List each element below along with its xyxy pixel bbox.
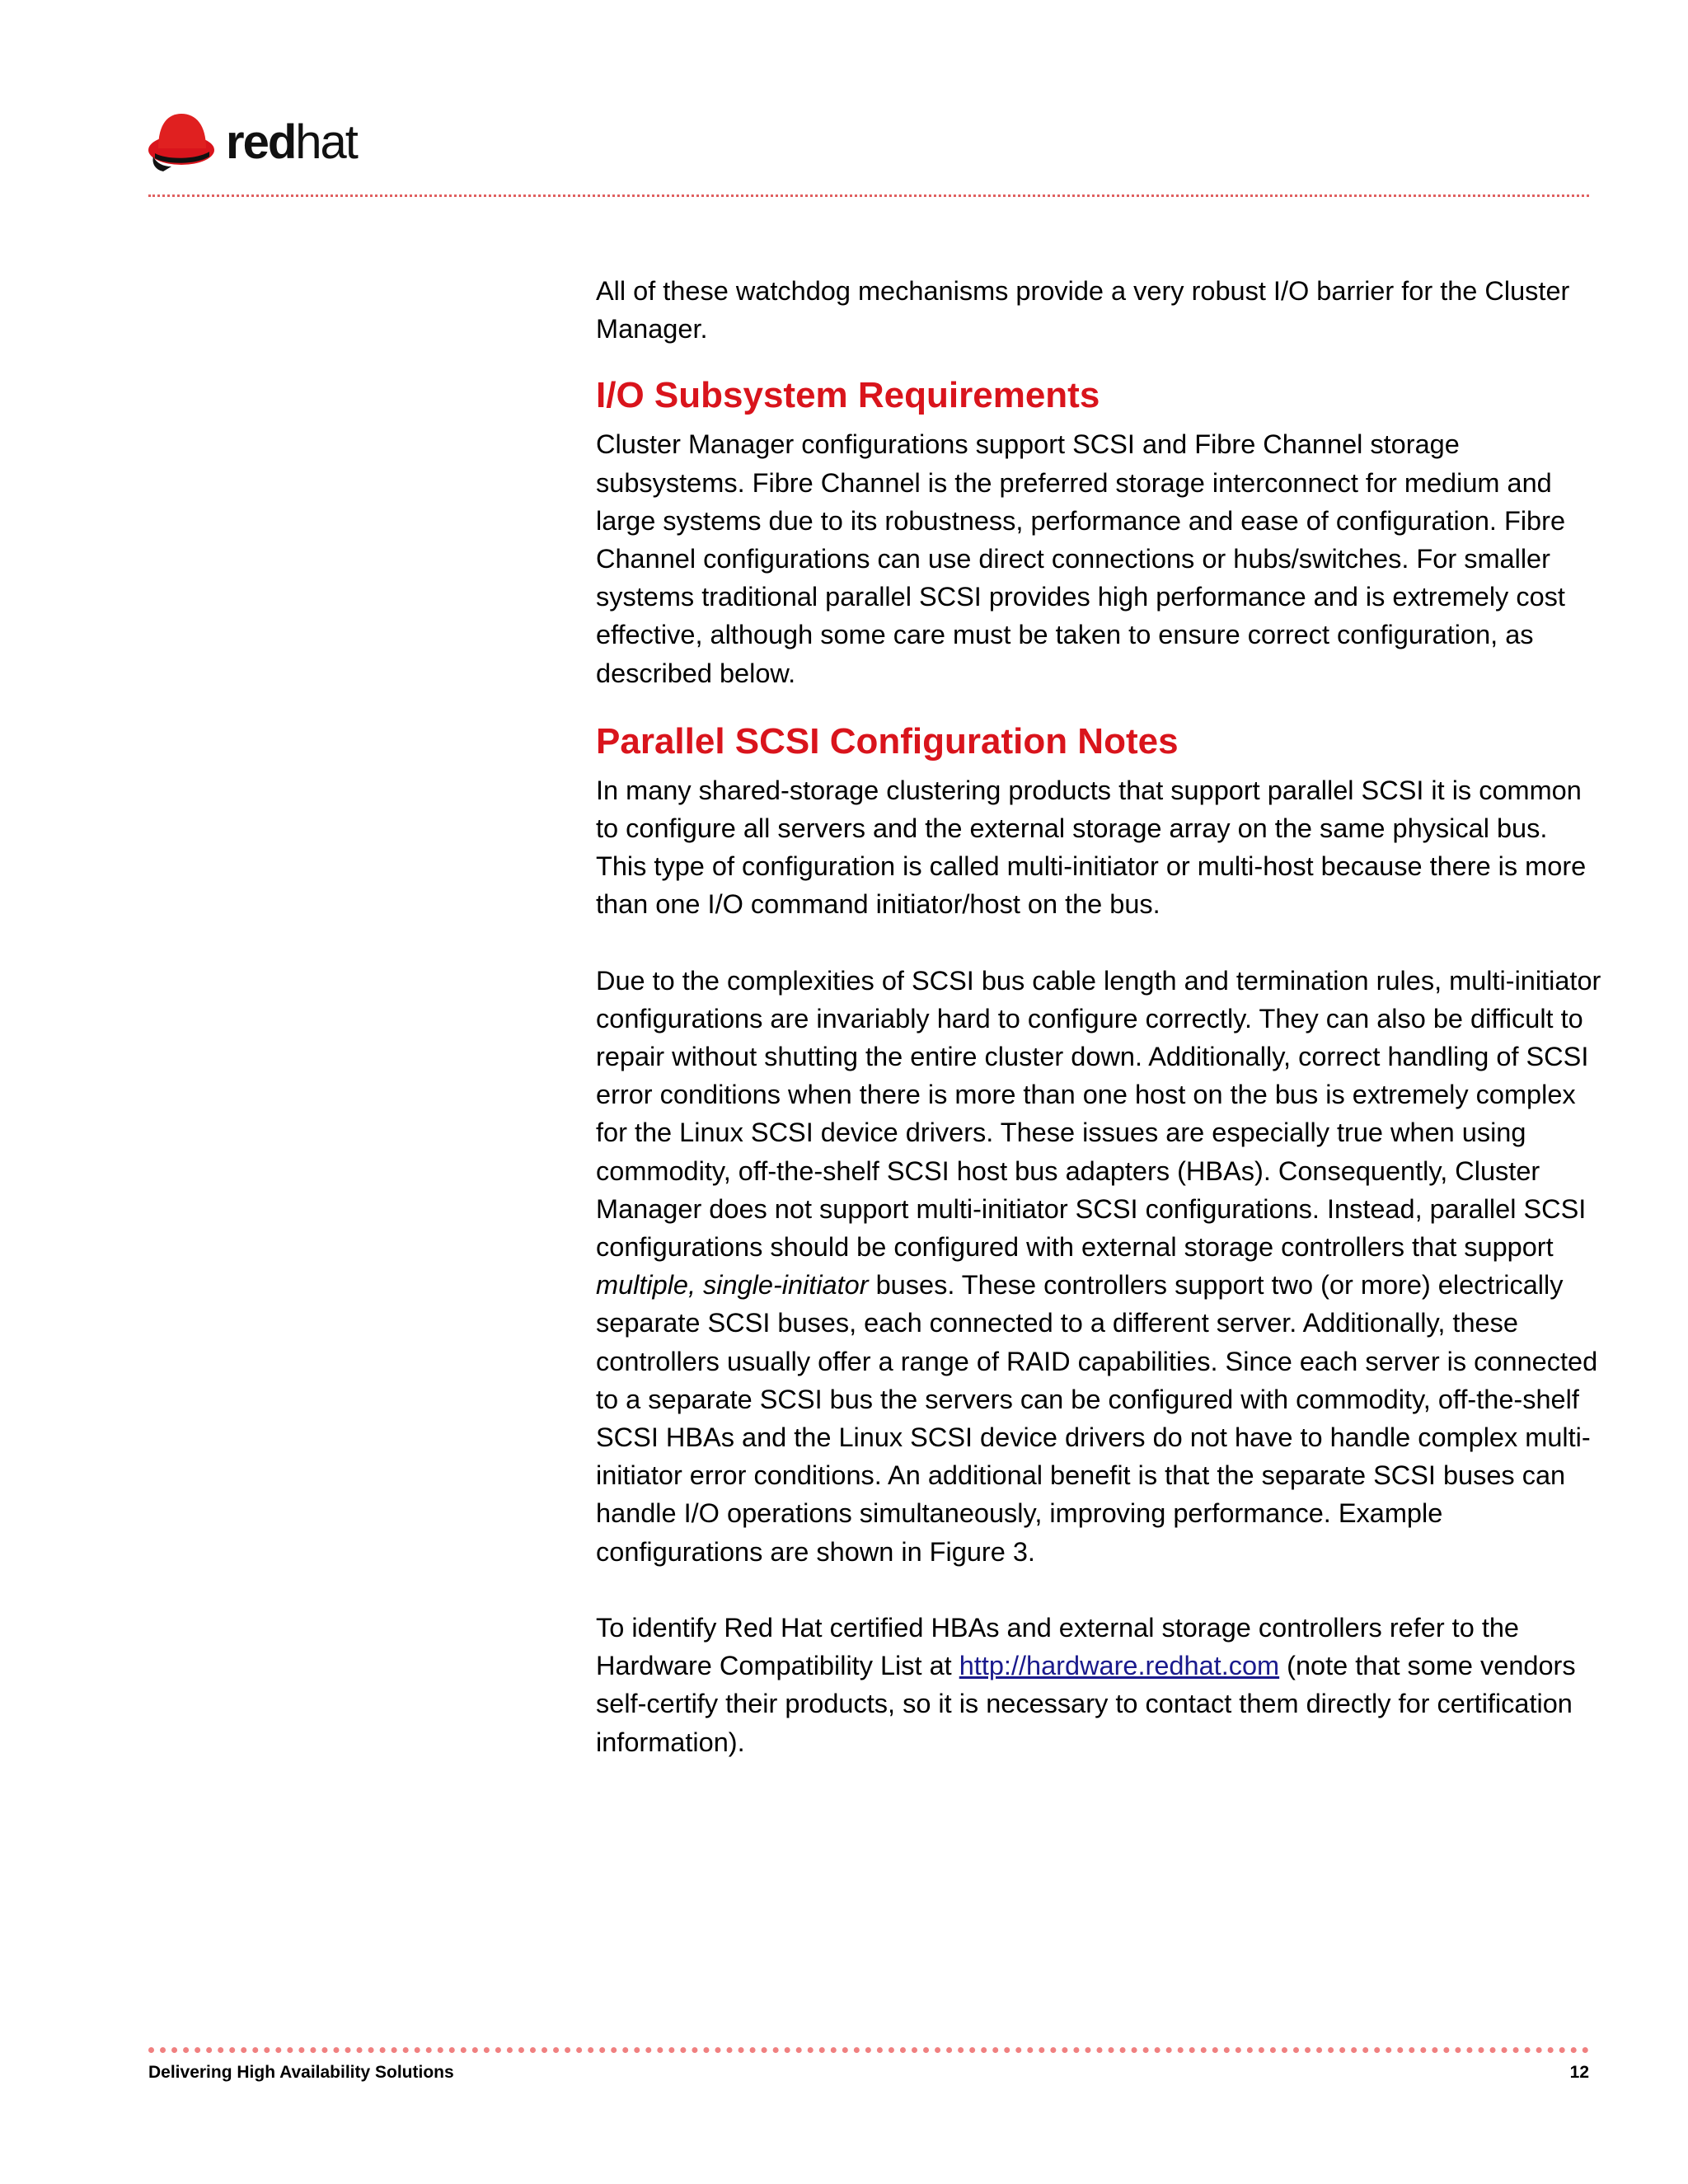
- intro-paragraph: All of these watchdog mechanisms provide a very robust I/O barrier for the Cluster Manager.: [596, 276, 1570, 344]
- multiple-single-initiator-emphasis: multiple, single-initiator: [596, 1270, 869, 1301]
- header-divider: [148, 194, 1589, 197]
- wordmark-hat: hat: [295, 115, 357, 169]
- main-content: [596, 272, 1601, 1761]
- wordmark-red: red: [226, 115, 296, 169]
- scsi-paragraph-2-text-a: Due to the complexities of SCSI bus cable length and termination rules, multi-initiator configurations are invariably hard to configure correctly. They can also be difficult to repair without shutting the entire cluster down. Additionally, correct handling of SCSI error conditions when there is more than one host on the bus is extremely complex for the Linux SCSI device drivers. These issues are especially true when using commodity, off-the-shelf SCSI host bus adapters (HBAs). Consequently, Cluster Manager does not support multi-initiator SCSI configurations. Instead, parallel SCSI configurations should be configured with external storage controllers that support: [596, 965, 1601, 1263]
- page-number: 12: [1569, 2063, 1589, 2082]
- io-subsystem-heading: I/O Subsystem Requirements: [596, 375, 1100, 416]
- scsi-paragraph-3-text-a: To identify Red Hat certified HBAs and external storage controllers refer to the Hardware Compatibility List at: [596, 1612, 1519, 1681]
- parallel-scsi-heading: Parallel SCSI Configuration Notes: [596, 720, 1179, 762]
- redhat-wordmark: [226, 117, 357, 168]
- scsi-paragraph-3: [596, 1609, 1601, 1761]
- hardware-compatibility-link[interactable]: http://hardware.redhat.com: [959, 1651, 1280, 1681]
- footer-divider: [148, 2047, 1589, 2053]
- io-subsystem-paragraph: Cluster Manager configurations support SCSI and Fibre Channel storage subsystems. Fibre Channel is the preferred storage interconnect for medium and large systems due to its robustness, performance and ease of configuration. Fibre Channel configurations can use direct connections or hubs/switches. For smaller systems traditional parallel SCSI provides high performance and is extremely cost effective, although some care must be taken to ensure correct configuration, as described below.: [596, 429, 1566, 688]
- redhat-logo: [147, 109, 369, 175]
- footer-title: Delivering High Availability Solutions: [148, 2063, 454, 2082]
- scsi-paragraph-2: [596, 962, 1601, 1571]
- scsi-paragraph-1: In many shared-storage clustering products that support parallel SCSI it is common to configure all servers and the external storage array on the same physical bus. This type of configuration is called multi-initiator or multi-host because there is more than one I/O command initiator/host on the bus.: [596, 775, 1587, 920]
- shadowman-hat-icon: [147, 109, 216, 175]
- scsi-paragraph-3-text-b: (note that some vendors self-certify their products, so it is necessary to contact them directly for certification information).: [596, 1651, 1576, 1757]
- scsi-paragraph-2-text-b: buses. These controllers support two (or more) electrically separate SCSI buses, each connected to a different server. Additionally, these controllers usually offer a range of RAID capabilities. Since each server is connected to a separate SCSI bus the servers can be configured with commodity, off-the-shelf SCSI HBAs and the Linux SCSI device drivers do not have to handle complex multi-initiator error conditions. An additional benefit is that the separate SCSI buses can handle I/O operations simultaneously, improving performance. Example configurations are shown in Figure 3.: [596, 1270, 1598, 1567]
